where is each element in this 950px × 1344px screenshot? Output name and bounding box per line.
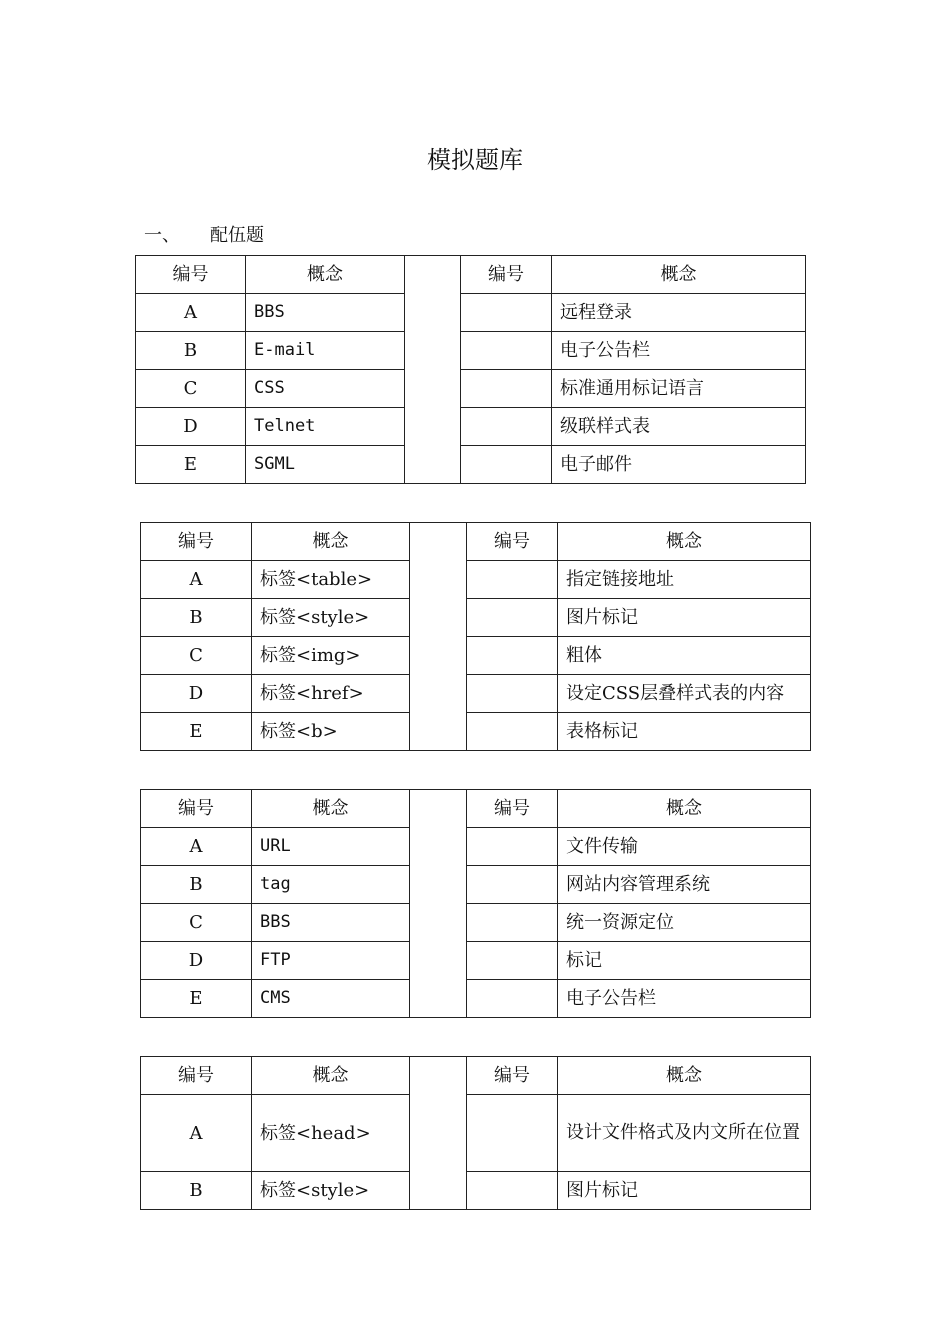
header-concept-right: 概念 [558, 790, 811, 828]
table-row [141, 675, 811, 713]
row-term: SGML [246, 446, 405, 484]
row-id: B [136, 332, 246, 370]
table-header-row [141, 790, 811, 828]
row-definition: 统一资源定位 [558, 904, 811, 942]
answer-cell[interactable] [467, 828, 558, 866]
header-num-right: 编号 [467, 523, 558, 561]
header-num-left: 编号 [136, 256, 246, 294]
section-heading [144, 222, 264, 250]
row-id: A [136, 294, 246, 332]
row-definition: 文件传输 [558, 828, 811, 866]
row-term: 标签<table> [252, 561, 410, 599]
row-definition: 电子邮件 [552, 446, 806, 484]
header-num-left: 编号 [141, 523, 252, 561]
header-num-right: 编号 [461, 256, 552, 294]
row-id: E [136, 446, 246, 484]
row-id: B [141, 599, 252, 637]
answer-cell[interactable] [467, 599, 558, 637]
header-concept-left: 概念 [252, 523, 410, 561]
answer-cell[interactable] [467, 904, 558, 942]
header-concept-right: 概念 [552, 256, 806, 294]
matching-table-3 [140, 789, 811, 1018]
header-num-left: 编号 [141, 790, 252, 828]
answer-cell[interactable] [461, 332, 552, 370]
row-definition: 图片标记 [558, 599, 811, 637]
row-id: A [141, 561, 252, 599]
row-id: C [141, 637, 252, 675]
table-row [136, 408, 806, 446]
table-row [141, 904, 811, 942]
spacer-column [405, 256, 461, 484]
table-header-row [141, 523, 811, 561]
header-concept-right: 概念 [558, 1057, 811, 1095]
row-term: URL [252, 828, 410, 866]
answer-cell[interactable] [461, 408, 552, 446]
row-id: C [141, 904, 252, 942]
row-term: BBS [252, 904, 410, 942]
row-term: FTP [252, 942, 410, 980]
table-row [136, 332, 806, 370]
row-definition: 标准通用标记语言 [552, 370, 806, 408]
table-row [136, 370, 806, 408]
section-number: 一、 [144, 225, 180, 246]
spacer-column [410, 790, 467, 1018]
row-id: D [141, 675, 252, 713]
page-title: 模拟题库 [427, 146, 523, 174]
row-definition: 粗体 [558, 637, 811, 675]
row-term: 标签<style> [252, 599, 410, 637]
row-id: E [141, 713, 252, 751]
row-term: CMS [252, 980, 410, 1018]
row-term: 标签<style> [252, 1172, 410, 1210]
row-id: B [141, 1172, 252, 1210]
row-definition: 网站内容管理系统 [558, 866, 811, 904]
row-term: 标签<img> [252, 637, 410, 675]
row-term: E-mail [246, 332, 405, 370]
row-id: D [136, 408, 246, 446]
table-row [141, 599, 811, 637]
row-term: 标签<head> [252, 1095, 410, 1172]
row-id: B [141, 866, 252, 904]
header-concept-left: 概念 [252, 1057, 410, 1095]
row-definition: 远程登录 [552, 294, 806, 332]
row-definition: 指定链接地址 [558, 561, 811, 599]
table-row [141, 942, 811, 980]
table-row [141, 828, 811, 866]
table-row [141, 866, 811, 904]
answer-cell[interactable] [467, 675, 558, 713]
answer-cell[interactable] [467, 980, 558, 1018]
header-concept-right: 概念 [558, 523, 811, 561]
answer-cell[interactable] [467, 866, 558, 904]
row-definition: 级联样式表 [552, 408, 806, 446]
table-row [141, 713, 811, 751]
row-term: 标签<href> [252, 675, 410, 713]
answer-cell[interactable] [461, 370, 552, 408]
row-definition: 标记 [558, 942, 811, 980]
row-id: E [141, 980, 252, 1018]
row-id: D [141, 942, 252, 980]
row-term: 标签<b> [252, 713, 410, 751]
header-num-right: 编号 [467, 790, 558, 828]
row-term: Telnet [246, 408, 405, 446]
answer-cell[interactable] [467, 561, 558, 599]
row-term: tag [252, 866, 410, 904]
answer-cell[interactable] [467, 1172, 558, 1210]
section-title: 配伍题 [210, 225, 264, 246]
matching-table-4 [140, 1056, 811, 1210]
row-definition: 图片标记 [558, 1172, 811, 1210]
row-id: A [141, 1095, 252, 1172]
header-num-right: 编号 [467, 1057, 558, 1095]
spacer-column [410, 1057, 467, 1210]
matching-table-2 [140, 522, 811, 751]
row-term: BBS [246, 294, 405, 332]
table-row [136, 294, 806, 332]
answer-cell[interactable] [461, 294, 552, 332]
row-definition: 表格标记 [558, 713, 811, 751]
answer-cell[interactable] [467, 637, 558, 675]
answer-cell[interactable] [467, 713, 558, 751]
table-header-row [136, 256, 806, 294]
row-definition: 电子公告栏 [552, 332, 806, 370]
answer-cell[interactable] [467, 942, 558, 980]
row-id: C [136, 370, 246, 408]
table-row [141, 1172, 811, 1210]
table-row [141, 637, 811, 675]
row-id: A [141, 828, 252, 866]
row-definition: 电子公告栏 [558, 980, 811, 1018]
table-header-row [141, 1057, 811, 1095]
table-row [141, 561, 811, 599]
row-definition: 设定CSS层叠样式表的内容 [558, 675, 811, 713]
answer-cell[interactable] [461, 446, 552, 484]
header-concept-left: 概念 [252, 790, 410, 828]
row-definition: 设计文件格式及内文所在位置 [558, 1095, 811, 1172]
table-row [136, 446, 806, 484]
header-concept-left: 概念 [246, 256, 405, 294]
spacer-column [410, 523, 467, 751]
header-num-left: 编号 [141, 1057, 252, 1095]
answer-cell[interactable] [467, 1095, 558, 1172]
table-row [141, 1095, 811, 1172]
table-row [141, 980, 811, 1018]
row-term: CSS [246, 370, 405, 408]
matching-table-1 [135, 255, 806, 484]
